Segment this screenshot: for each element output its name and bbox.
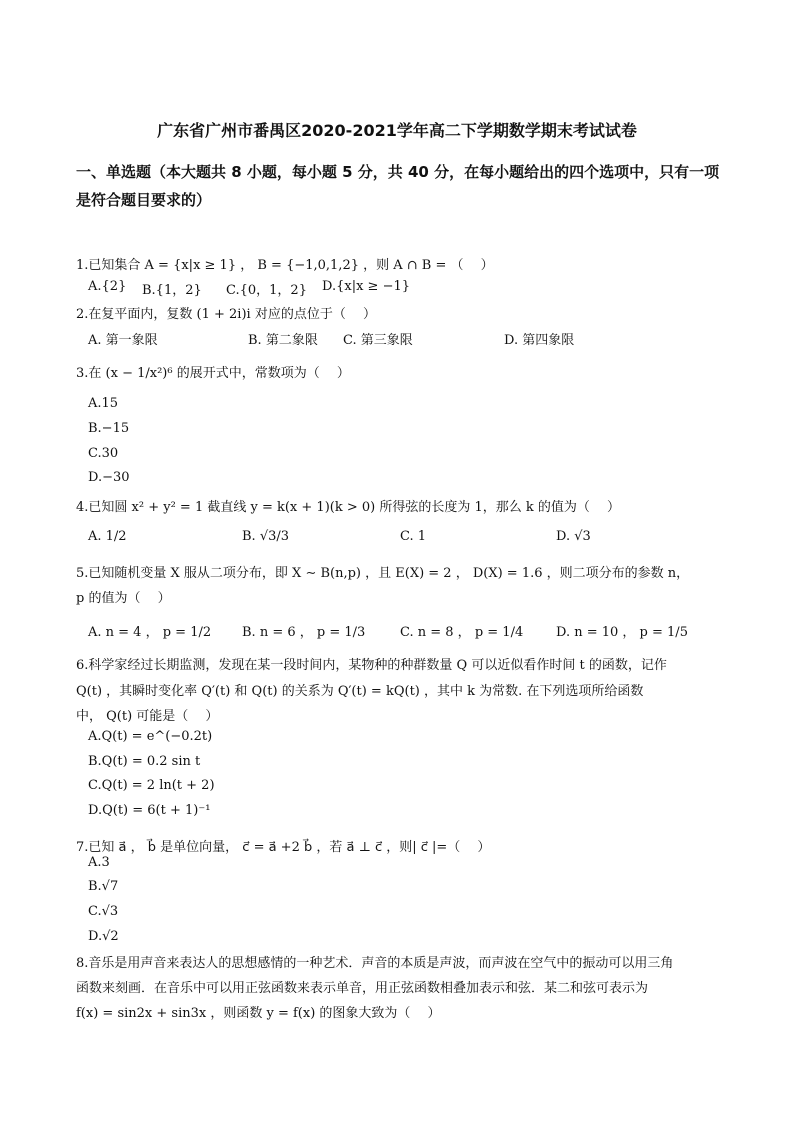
question-5-option-d: D. n = 10 ， p = 1/5 [556,625,688,640]
question-8-line-3: f(x) = sin2x + sin3x ，则函数 y = f(x) 的图象大致为（ ） [76,1006,441,1021]
question-6-line-2: Q(t) ，其瞬时变化率 Q′(t) 和 Q(t) 的关系为 Q′(t) = kQ(t) ，其中 k 为常数. 在下列选项所给函数 [76,684,644,699]
question-4-option-c: C. 1 [400,529,427,544]
question-4-option-d: D. √3 [556,529,591,544]
question-1-option-a: A.{2} [88,279,127,294]
question-3-option-a: A.15 [88,396,119,411]
question-7-option-a: A.3 [88,855,110,870]
question-7-option-b: B.√7 [88,879,119,894]
question-2-option-a: A. 第一象限 [88,333,158,348]
question-5-option-b: B. n = 6 ， p = 1/3 [242,625,366,640]
question-2-option-b: B. 第二象限 [248,333,318,348]
question-1-option-d: D.{x|x ≥ −1} [322,279,410,294]
question-3-stem: 3.在 (x − 1/x²)⁶ 的展开式中，常数项为（ ） [76,366,350,381]
question-8-line-1: 8.音乐是用声音来表达人的思想感情的一种艺术．声音的本质是声波，而声波在空气中的振动可以用三角 [76,956,674,971]
question-6-line-1: 6.科学家经过长期监测，发现在某一段时间内，某物种的种群数量 Q 可以近似看作时间 t 的函数，记作 [76,658,667,673]
question-4-option-b: B. √3/3 [242,529,290,544]
question-1-option-b: B.{1，2} [142,283,202,298]
question-8-line-2: 函数来刻画．在音乐中可以用正弦函数来表示单音，用正弦函数相叠加表示和弦．某二和弦可表示为 [76,981,649,996]
question-2-option-c: C. 第三象限 [343,333,413,348]
question-3-option-b: B.−15 [88,421,130,436]
question-7-stem: 7.已知 a⃗ ， b⃗ 是单位向量， c⃗ = a⃗ +2 b⃗ ，若 a⃗ ⊥ c⃗ ，则| c⃗ |=（ ） [76,840,491,855]
question-1-stem: 1.已知集合 A = {x|x ≥ 1} ， B = {−1,0,1,2} ，则 A ∩ B = （ ） [76,258,494,273]
section-heading: 一、单选题（本大题共 8 小题，每小题 5 分，共 40 分，在每小题给出的四个选项中，只有一项是符合题目要求的） [76,163,720,209]
question-7-option-c: C.√3 [88,904,119,919]
question-6-option-a: A.Q(t) = e^(−0.2t) [88,729,213,744]
question-5-line-1: 5.已知随机变量 X 服从二项分布，即 X ∼ B(n,p) ，且 E(X) = 2 ， D(X) = 1.6 ，则二项分布的参数 n， [76,566,690,581]
question-2-stem: 2.在复平面内，复数 (1 + 2i)i 对应的点位于（ ） [76,307,376,322]
question-6-option-d: D.Q(t) = 6(t + 1)⁻¹ [88,803,211,818]
question-2-option-d: D. 第四象限 [504,333,575,348]
question-4-option-a: A. 1/2 [88,529,127,544]
question-3-option-d: D.−30 [88,470,130,485]
question-1-option-c: C.{0，1，2} [226,283,307,298]
question-4-stem: 4.已知圆 x² + y² = 1 截直线 y = k(x + 1)(k > 0) 所得弦的长度为 1，那么 k 的值为（ ） [76,500,621,515]
question-6-option-b: B.Q(t) = 0.2 sin t [88,754,201,769]
question-6-option-c: C.Q(t) = 2 ln(t + 2) [88,778,215,793]
question-7-option-d: D.√2 [88,929,119,944]
question-6-line-3: 中， Q(t) 可能是（ ） [76,709,219,724]
question-5-line-2: p 的值为（ ） [76,591,171,606]
question-5-option-c: C. n = 8 ， p = 1/4 [400,625,524,640]
question-3-option-c: C.30 [88,446,119,461]
question-5-option-a: A. n = 4 ， p = 1/2 [88,625,212,640]
exam-title: 广东省广州市番禺区2020-2021学年高二下学期数学期末考试试卷 [157,121,637,140]
